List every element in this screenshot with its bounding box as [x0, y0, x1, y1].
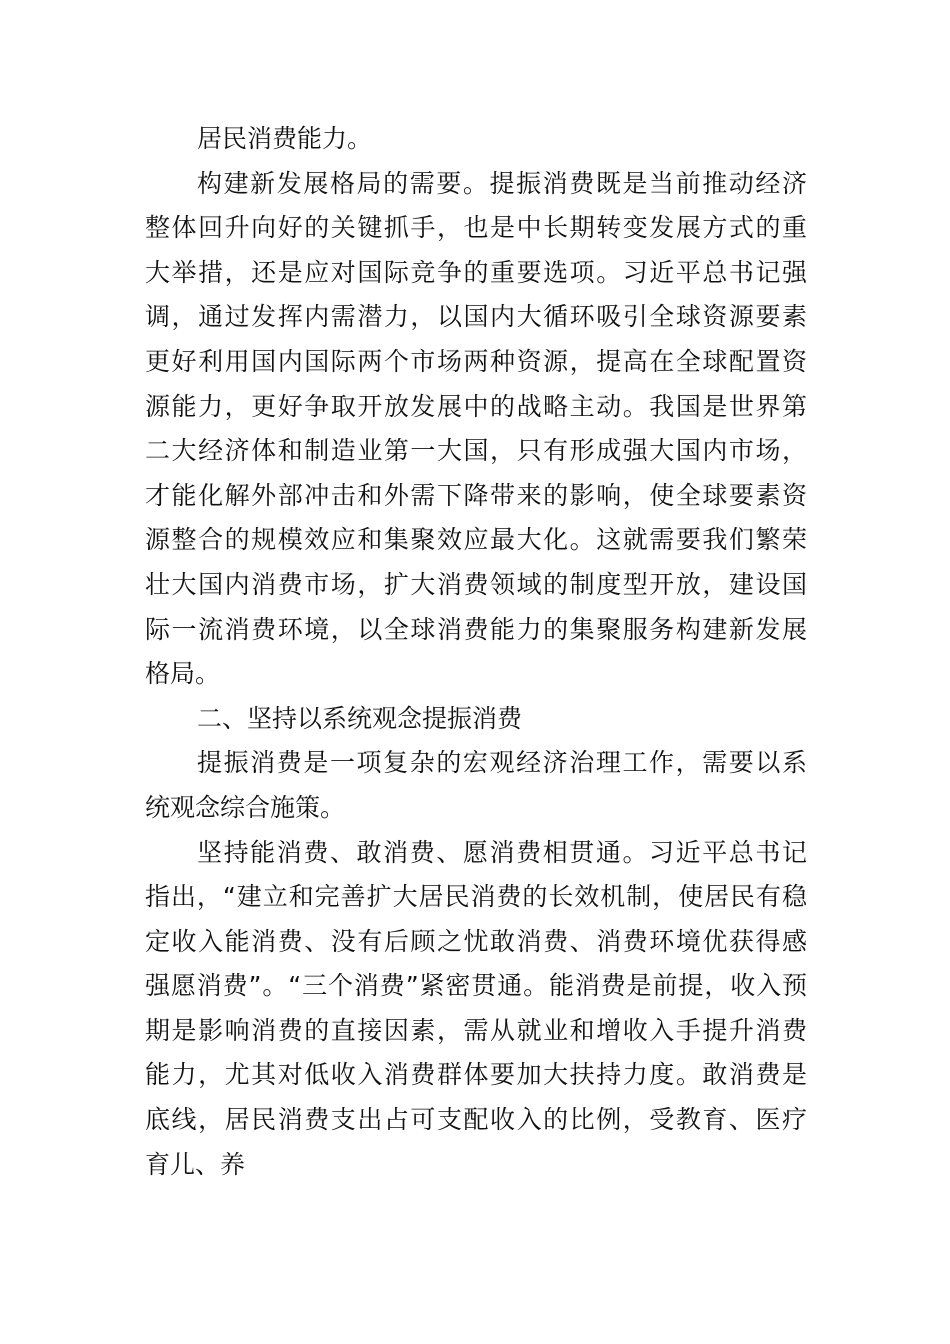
text-line: 底线，居民消费支出占可支配收入的比例，受教育、医疗	[145, 1105, 807, 1135]
text-line: 坚持能消费、敢消费、愿消费相贯通。习近平总书记	[197, 837, 807, 867]
text-line: 指出，“建立和完善扩大居民消费的长效机制，使居民有稳	[145, 882, 807, 912]
text-line: 居民消费能力。	[197, 124, 373, 153]
document-page	[145, 117, 807, 1187]
text-line: 育儿、养	[145, 1149, 246, 1179]
text-line: 强愿消费”。“三个消费”紧密贯通。能消费是前提，收入预	[145, 971, 807, 1001]
text-line: 调，通过发挥内需潜力，以国内大循环吸引全球资源要素	[145, 302, 807, 332]
text-line: 整体回升向好的关键抓手，也是中长期转变发展方式的重	[145, 213, 807, 243]
text-line: 格局。	[145, 659, 221, 689]
text-line: 二大经济体和制造业第一大国，只有形成强大国内市场，	[145, 436, 807, 466]
text-line: 更好利用国内国际两个市场两种资源，提高在全球配置资	[145, 346, 807, 376]
text-line: 源能力，更好争取开放发展中的战略主动。我国是世界第	[145, 391, 807, 421]
text-line: 源整合的规模效应和集聚效应最大化。这就需要我们繁荣	[145, 525, 807, 555]
text-line: 壮大国内消费市场，扩大消费领域的制度型开放，建设国	[145, 569, 807, 599]
text-line: 才能化解外部冲击和外需下降带来的影响，使全球要素资	[145, 480, 807, 510]
text-line: 统观念综合施策。	[145, 792, 346, 822]
text-line: 期是影响消费的直接因素，需从就业和增收入手提升消费	[145, 1015, 807, 1045]
text-line: 二、坚持以系统观念提振消费	[197, 703, 523, 733]
text-line: 定收入能消费、没有后顾之忧敢消费、消费环境优获得感	[145, 926, 807, 956]
text-line: 大举措，还是应对国际竞争的重要选项。习近平总书记强	[145, 257, 807, 287]
text-line: 提振消费是一项复杂的宏观经济治理工作，需要以系	[197, 748, 807, 778]
text-line: 能力，尤其对低收入消费群体要加大扶持力度。敢消费是	[145, 1060, 807, 1090]
text-line: 构建新发展格局的需要。提振消费既是当前推动经济	[197, 168, 807, 198]
text-line: 际一流消费环境，以全球消费能力的集聚服务构建新发展	[145, 614, 807, 644]
